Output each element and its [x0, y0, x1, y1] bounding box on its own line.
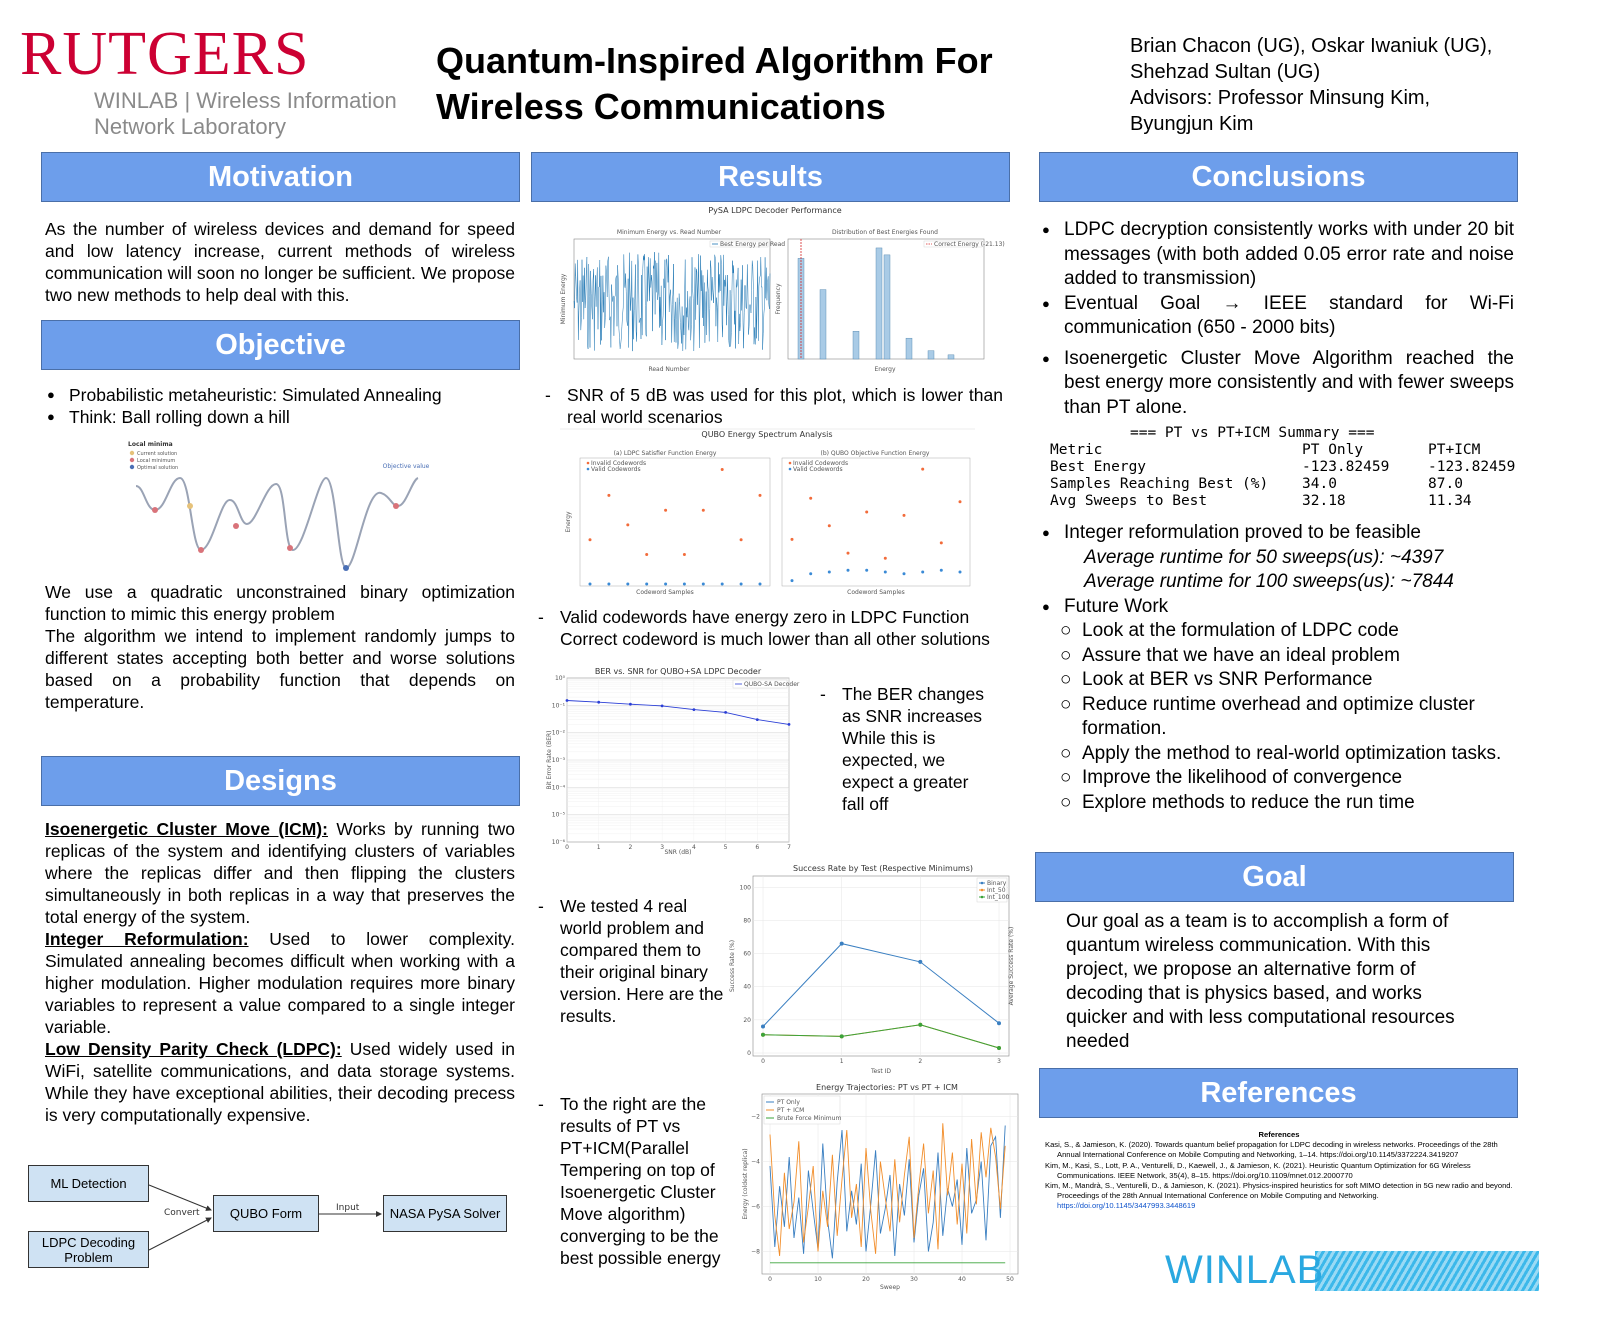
codeword-point [759, 494, 762, 497]
pysa-solver-box: NASA PySA Solver [383, 1195, 507, 1232]
future-work-list [1060, 619, 1512, 815]
future-item: ○ Apply the method to real-world optimization tasks. [1060, 742, 1512, 767]
codeword-point [921, 571, 924, 574]
codeword-point [607, 583, 610, 586]
legend-current-label: Current solution [137, 451, 178, 457]
future-item: ○ Look at BER vs SNR Performance [1060, 668, 1512, 693]
summary-title: === PT vs PT+ICM Summary === [1130, 425, 1375, 441]
legend-label: Int_50 [987, 886, 1006, 894]
runtime-100: Average runtime for 100 sweeps(us): ~7844 [1084, 571, 1454, 592]
references-inner-title: References [1258, 1130, 1300, 1139]
ldpc-title: Low Density Parity Check (LDPC): [45, 1039, 342, 1059]
fig2-right-legend-valid-marker [789, 468, 792, 471]
conclusions-bullets-top [1040, 218, 1514, 420]
pysa-performance-figure [560, 204, 1005, 376]
y-tick-label: 100 [739, 884, 751, 892]
summary-header-metric: Metric [1050, 442, 1103, 458]
algorithm-text: The algorithm we intend to implement randomly jumps to different states accepting both better and worse solutions based on a probability function that depends on temperature. [45, 626, 515, 712]
fig4-ylabel: Success Rate (%) [729, 939, 736, 993]
fig4-title: Success Rate by Test (Respective Minimums) [792, 864, 974, 873]
fig2-left-axes [580, 458, 770, 586]
codeword-point [828, 571, 831, 574]
rutgers-wordmark: RUTGERS [20, 20, 310, 88]
fig2-left-legend-invalid: Invalid Codewords [591, 460, 647, 467]
conclusions-heading: Conclusions [1039, 152, 1518, 202]
codeword-point [740, 538, 743, 541]
success-point [918, 960, 922, 964]
fig5-xlabel: Sweep [880, 1284, 900, 1291]
references-heading: References [1039, 1068, 1518, 1118]
legend-optimal-label: Optimal solution [137, 465, 179, 471]
codeword-point [847, 552, 850, 555]
x-tick-label: 0 [768, 1276, 772, 1283]
int-text: Used to lower complexity. Simulated annealing becomes difficult when working with a higher modulation. Higher modulation requires more binary variables to represent a value compared to a single integer variable. [45, 929, 515, 1037]
rutgers-logo [20, 22, 397, 140]
goal-heading: Goal [1035, 852, 1514, 902]
advisors-line1: Advisors: Professor Minsung Kim, [1130, 87, 1431, 109]
conclusion-bullet: ● Eventual Goal → IEEE standard for Wi-Fi communication (650 - 2000 bits) [1040, 292, 1514, 341]
ber-snr-chart [545, 664, 800, 856]
codeword-point [645, 583, 648, 586]
local-minima-diagram [126, 438, 436, 578]
codeword-point [626, 523, 629, 526]
winlab-line1: WINLAB | Wireless Information [94, 88, 397, 113]
local-minimum-dot [152, 507, 158, 513]
summary-header-pticm: PT+ICM [1428, 442, 1481, 458]
poster-title [436, 38, 993, 130]
convert-label: Convert [164, 1208, 200, 1218]
future-item: ○ Assure that we have an ideal problem [1060, 644, 1512, 669]
summary-row-label: Best Energy [1050, 459, 1147, 475]
fig4-xlabel: Test ID [870, 1068, 892, 1075]
codeword-point [683, 553, 686, 556]
x-tick-label: 20 [862, 1276, 870, 1283]
legend-optimal-marker [130, 465, 134, 469]
fig3-xlabel: SNR (dB) [664, 849, 692, 856]
x-tick-label: 3 [997, 1058, 1001, 1065]
codeword-point [809, 572, 812, 575]
legend-local-label: Local minimum [137, 458, 176, 464]
title-line1: Quantum-Inspired Algorithm For [436, 40, 993, 81]
fig2-right-legend-invalid: Invalid Codewords [793, 460, 849, 467]
legend-current-marker [130, 451, 134, 455]
y-tick-label: 0 [747, 1050, 751, 1057]
fig4-ylabel2: Average Success Rate (%) [1008, 926, 1015, 1006]
references-list [1045, 1130, 1513, 1212]
ber-point [693, 708, 696, 711]
y-tick-label: 60 [743, 950, 751, 958]
local-minimum-dot [393, 503, 399, 509]
energy-trajectories-chart [740, 1080, 1022, 1292]
fig2-right-title: (b) QUBO Objective Function Energy [820, 450, 930, 457]
future-item: ○ Reduce runtime overhead and optimize cluster formation. [1060, 693, 1512, 742]
x-tick-label: 1 [596, 844, 601, 851]
fig2-left-legend-valid-marker [587, 468, 590, 471]
codeword-point [589, 583, 592, 586]
fig5-ylabel: Energy (coldest replica) [742, 1148, 749, 1220]
summary-row-value: 32.18 [1302, 493, 1346, 509]
results-note-2: - Valid codewords have energy zero in LDPC Function Correct codeword is much lower than all other solutions [538, 606, 1004, 650]
objective-bullet: ● Probabilistic metaheuristic: Simulated Annealing [45, 384, 515, 406]
energy-curve [136, 478, 418, 568]
fig1-right-legend-label: Correct Energy (-21.13) [934, 241, 1005, 248]
fig3-ylabel: Bit Error Rate (BER) [546, 730, 553, 790]
results-note-5: - To the right are the results of PT vs PT+ICM(Parallel Tempering on top of Isoenergetic Cluster Move algorithm) converging to be the best possible energy [538, 1093, 728, 1269]
fig1-left-xlabel: Read Number [648, 366, 690, 373]
winlab-wordmark: WINLAB [1165, 1248, 1325, 1292]
local-minimum-dot [198, 547, 204, 553]
legend-label: PT Only [777, 1098, 800, 1106]
x-tick-label: 5 [723, 844, 728, 851]
codeword-point [884, 571, 887, 574]
ber-point [629, 703, 632, 706]
codeword-point [702, 583, 705, 586]
authors [1130, 33, 1492, 137]
designs-text [45, 818, 515, 1126]
qubo-form-box: QUBO Form [213, 1195, 319, 1232]
fig4-axes [753, 876, 1009, 1056]
codeword-point [921, 468, 924, 471]
x-tick-label: 7 [787, 844, 791, 851]
codeword-point [664, 509, 667, 512]
codeword-point [865, 511, 868, 514]
codeword-point [626, 583, 629, 586]
y-tick-label: 10⁻⁴ [551, 784, 565, 792]
summary-row-value: 34.0 [1302, 476, 1337, 492]
ber-point [756, 718, 759, 721]
histogram-bar [820, 290, 826, 359]
y-tick-label: −4 [751, 1158, 760, 1166]
x-tick-label: 50 [1006, 1276, 1014, 1283]
codeword-point [865, 569, 868, 572]
success-rate-chart [727, 862, 1015, 1076]
conclusion-bullet: ● Isoenergetic Cluster Move Algorithm reached the best energy more consistently and with fewer sweeps than PT alone. [1040, 347, 1514, 421]
int-title: Integer Reformulation: [45, 929, 249, 949]
summary-row-value: -123.82459 [1302, 459, 1390, 475]
designs-heading: Designs [41, 756, 520, 806]
codeword-point [607, 494, 610, 497]
histogram-bar [853, 331, 859, 359]
fig1-left-ylabel: Minimum Energy [560, 273, 567, 325]
y-tick-label: 20 [743, 1016, 751, 1024]
summary-row-label: Samples Reaching Best (%) [1050, 476, 1269, 492]
authors-line1: Brian Chacon (UG), Oskar Iwaniuk (UG), [1130, 35, 1493, 57]
codeword-point [791, 579, 794, 582]
fig3-legend-label: QUBO-SA Decoder [744, 681, 800, 688]
x-tick-label: 4 [691, 844, 696, 851]
conclusion-bullet: ● Future Work [1040, 595, 1514, 620]
icm-text: Works by running two replicas of the system and identifying clusters of variables where the replicas differ and then flipping the clusters simultaneously in both replicas in a way that preserves the total energy of the system. [45, 819, 515, 927]
goal-text: Our goal as a team is to accomplish a form of quantum wireless communication. With this project, we propose an alternative form of decoding that is physics based, and works quicker and with less computational resources needed [1066, 911, 1455, 1052]
x-tick-label: 30 [910, 1276, 918, 1283]
authors-line2: Shehzad Sultan (UG) [1130, 61, 1321, 83]
legend-label: Int_100 [987, 893, 1010, 901]
objective-bullets [45, 384, 515, 428]
fig2-left-title: (a) LDPC Satisfier Function Energy [613, 450, 717, 457]
legend-local-marker [130, 458, 134, 462]
summary-row-label: Avg Sweeps to Best [1050, 493, 1208, 509]
legend-label: Brute Force Minimum [777, 1114, 842, 1122]
y-tick-label: −6 [751, 1203, 760, 1211]
flow-arrows [140, 1170, 390, 1270]
codeword-point [828, 524, 831, 527]
histogram-bar [948, 355, 954, 359]
codeword-point [721, 468, 724, 471]
conclusion-bullet: ● Integer reformulation proved to be feasible [1040, 521, 1514, 546]
current-solution-dot [187, 503, 193, 509]
ml-detection-box: ML Detection [28, 1165, 149, 1202]
y-tick-label: −8 [751, 1248, 760, 1256]
ber-point [724, 711, 727, 714]
winlab-line2: Network Laboratory [94, 114, 286, 139]
codeword-point [589, 538, 592, 541]
success-point [761, 1033, 765, 1037]
input-label: Input [336, 1203, 360, 1213]
x-tick-label: 3 [660, 844, 665, 851]
results-heading: Results [531, 152, 1010, 202]
future-item: ○ Look at the formulation of LDPC code [1060, 619, 1512, 644]
reference-3: Kim, M., Mandrà, S., Venturelli, D., & Jamieson, K. (2021). Physics-inspired heuristics for soft MIMO detection in 5G new radio and beyond. Proceedings of the 28th Annual International Conference on Mobile Computing and Networking. [1045, 1181, 1513, 1201]
histogram-bar [876, 248, 882, 359]
legend-label: PT + ICM [777, 1106, 805, 1114]
x-tick-label: 2 [918, 1058, 923, 1065]
fig1-right-ylabel: Frequency [775, 283, 782, 315]
codeword-point [759, 583, 762, 586]
local-minimum-dot [287, 545, 293, 551]
results-note-1: - SNR of 5 dB was used for this plot, which is lower than real world scenarios [545, 384, 1003, 428]
fig2-right-axes [782, 458, 970, 586]
legend-marker [981, 889, 984, 892]
fig2-right-legend-invalid-marker [789, 462, 792, 465]
ber-point [661, 705, 664, 708]
ber-point [597, 701, 600, 704]
fig1-left-legend-label: Best Energy per Read [720, 241, 786, 248]
fig1-right-title: Distribution of Best Energies Found [832, 229, 938, 236]
fig2-suptitle: QUBO Energy Spectrum Analysis [701, 430, 833, 439]
motivation-heading: Motivation [41, 152, 520, 202]
fig2-left-xlabel: Codeword Samples [636, 589, 694, 596]
reference-1: Kasi, S., & Jamieson, K. (2020). Towards quantum belief propagation for LDPC decoding in wireless networks. Proceedings of the 28th Annual International Conference on Mobile Computing and Networking, 1–14. https://doi.org/10.1145/3372224.3419207 [1045, 1140, 1498, 1160]
codeword-point [702, 509, 705, 512]
y-tick-label: −2 [751, 1113, 760, 1121]
fig5-title: Energy Trajectories: PT vs PT + ICM [816, 1083, 958, 1092]
histogram-bar [906, 338, 912, 359]
y-tick-label: 10⁻⁶ [551, 839, 565, 846]
codeword-point [959, 571, 962, 574]
histogram-bar [928, 351, 934, 359]
fig2-left-legend-valid: Valid Codewords [591, 466, 641, 473]
fig2-right-legend-valid: Valid Codewords [793, 466, 843, 473]
success-point [840, 942, 844, 946]
histogram-bar [884, 255, 890, 359]
title-line2: Wireless Communications [436, 86, 886, 127]
codeword-point [940, 541, 943, 544]
codeword-point [721, 583, 724, 586]
summary-row-value: 87.0 [1428, 476, 1463, 492]
y-tick-label: 80 [743, 917, 751, 925]
reference-3-link[interactable]: https://doi.org/10.1145/3447993.3448619 [1057, 1201, 1196, 1211]
summary-row-value: -123.82459 [1428, 459, 1516, 475]
ldpc-text: Used widely used in WiFi, satellite communications, and data storage systems. While they have exceptional abilities, their decoding precess is very computationally expensive. [45, 1039, 515, 1125]
fig2-left-legend-invalid-marker [587, 462, 590, 465]
codeword-point [903, 572, 906, 575]
y-tick-label: 10⁻⁵ [551, 811, 565, 819]
optimal-solution-dot [343, 565, 349, 571]
success-point [997, 1046, 1001, 1050]
x-tick-label: 0 [761, 1058, 765, 1065]
codeword-point [884, 557, 887, 560]
fig1-left-title: Minimum Energy vs. Read Number [616, 229, 722, 236]
objective-value-label: Objective value [382, 463, 430, 470]
codeword-point [959, 500, 962, 503]
future-item: ○ Improve the likelihood of convergence [1060, 766, 1512, 791]
y-tick-label: 10⁻¹ [551, 702, 565, 710]
icm-title: Isoenergetic Cluster Move (ICM): [45, 819, 328, 839]
results-note-3: - The BER changes as SNR increases While this is expected, we expect a greater fall off [820, 683, 990, 815]
qubo-spectrum-figure [560, 428, 975, 598]
winlab-logo [1165, 1248, 1539, 1292]
winlab-stripes [1315, 1251, 1539, 1291]
success-point [918, 1023, 922, 1027]
ber-point [566, 699, 569, 702]
objective-heading: Objective [41, 320, 520, 370]
x-tick-label: 2 [628, 844, 633, 851]
codeword-point [791, 538, 794, 541]
legend-marker [981, 896, 984, 899]
qubo-text: We use a quadratic unconstrained binary optimization function to mimic this energy problem [45, 582, 515, 624]
x-tick-label: 1 [839, 1058, 844, 1065]
legend-label: Binary [987, 879, 1007, 887]
ldpc-decoding-box: LDPC Decoding Problem [28, 1231, 149, 1268]
success-point [761, 1025, 765, 1029]
codeword-point [740, 583, 743, 586]
success-point [840, 1034, 844, 1038]
codeword-point [940, 569, 943, 572]
codeword-point [664, 583, 667, 586]
objective-bullet: ● Think: Ball rolling down a hill [45, 406, 515, 428]
summary-row-value: 11.34 [1428, 493, 1472, 509]
reference-2: Kim, M., Kasi, S., Lott, P. A., Venturelli, D., Kaewell, J., & Jamieson, K. (2021). Heuristic Quantum Optimization for 6G Wireless Communications. IEEE Network, 35(4), 8–15. https://doi.org/10.1109/mnet.012.2000770 [1045, 1160, 1471, 1180]
conclusion-bullet: ● LDPC decryption consistently works with under 20 bit messages (with both added 0.05 error rate and noise added to transmission) [1040, 218, 1514, 292]
fig1-right-xlabel: Energy [874, 366, 896, 373]
ber-point [788, 723, 791, 726]
y-tick-label: 10⁻² [551, 729, 565, 737]
fig3-title: BER vs. SNR for QUBO+SA LDPC Decoder [594, 667, 762, 676]
fig1-suptitle: PySA LDPC Decoder Performance [708, 206, 842, 215]
x-tick-label: 6 [755, 844, 760, 851]
x-tick-label: 0 [565, 844, 569, 851]
codeword-point [683, 583, 686, 586]
y-tick-label: 10⁰ [554, 675, 565, 682]
codeword-point [847, 569, 850, 572]
fig2-right-xlabel: Codeword Samples [847, 589, 905, 596]
summary-header-pt: PT Only [1302, 442, 1364, 458]
x-tick-label: 40 [958, 1276, 966, 1283]
y-tick-label: 10⁻³ [551, 757, 565, 764]
future-item: ○ Explore methods to reduce the run time [1060, 791, 1512, 816]
advisors-line2: Byungjun Kim [1130, 113, 1254, 135]
diagram-legend-title: Local minima [128, 441, 173, 448]
success-point [997, 1021, 1001, 1025]
motivation-text: As the number of wireless devices and demand for speed and low latency increase, current methods of wireless communication will soon no longer be sufficient. We propose two new methods to help deal with this. [45, 219, 515, 305]
codeword-point [903, 514, 906, 517]
codeword-point [645, 553, 648, 556]
runtime-50: Average runtime for 50 sweeps(us): ~4397 [1084, 546, 1444, 568]
fig2-left-ylabel: Energy [565, 511, 572, 533]
legend-marker [981, 882, 984, 885]
conclusions-bullets-bottom [1040, 521, 1514, 619]
codeword-point [809, 497, 812, 500]
results-note-4: - We tested 4 real world problem and compared them to their original binary version. Here are the results. [538, 895, 724, 1027]
y-tick-label: 40 [743, 983, 751, 991]
local-minimum-dot [233, 523, 239, 529]
x-tick-label: 10 [814, 1276, 822, 1283]
